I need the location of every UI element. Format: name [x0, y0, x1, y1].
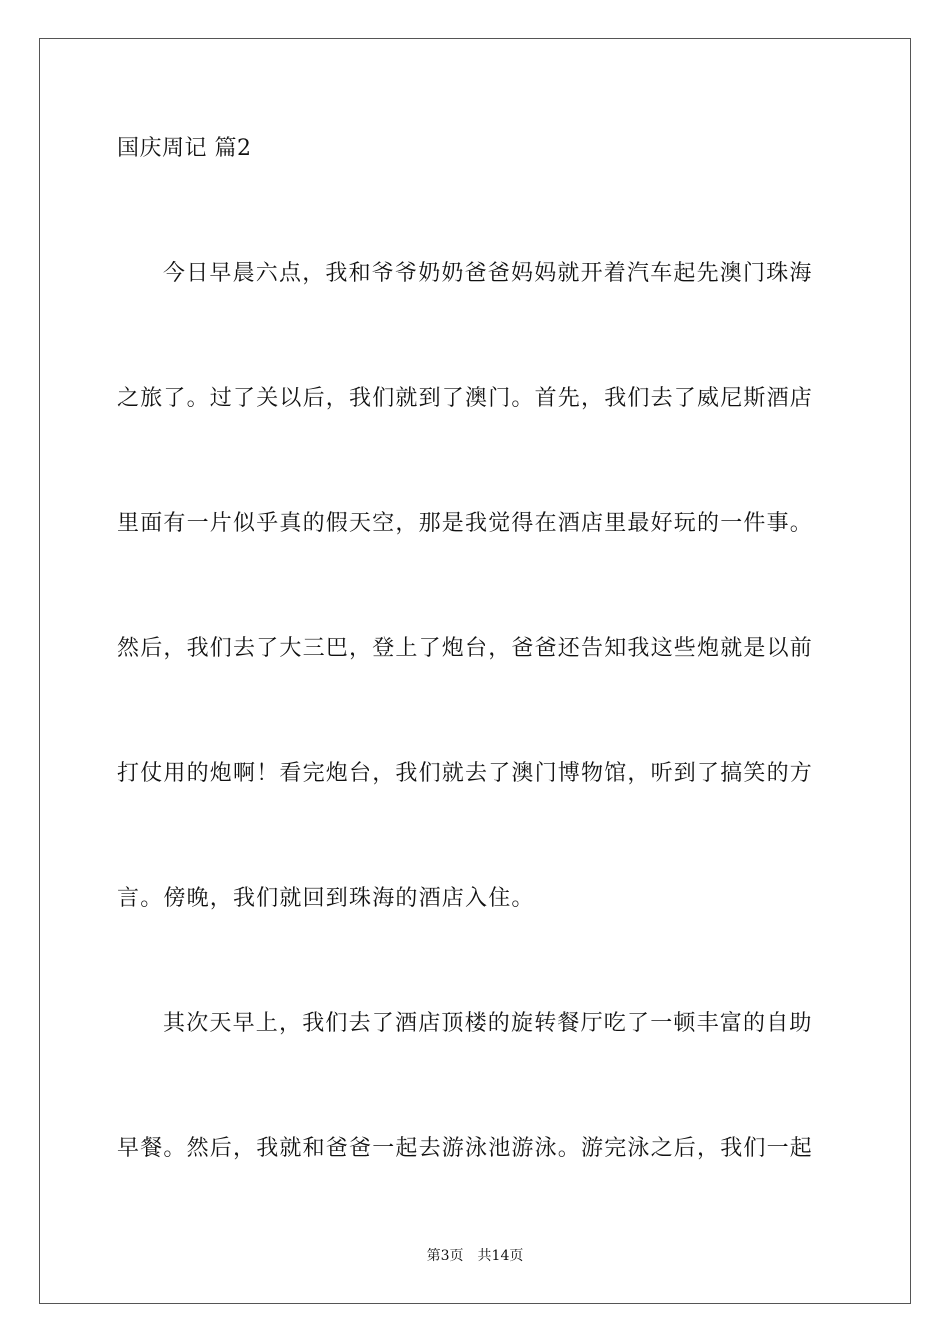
page-border [39, 38, 911, 1304]
paragraph-line-6: 言。傍晚，我们就回到珠海的酒店入住。 [117, 886, 535, 911]
paragraph-line-4: 然后，我们去了大三巴，登上了炮台，爸爸还告知我这些炮就是以前 [117, 636, 814, 661]
document-title: 国庆周记 篇2 [117, 136, 252, 161]
paragraph-line-3: 里面有一片似乎真的假天空，那是我觉得在酒店里最好玩的一件事。 [117, 511, 814, 536]
paragraph-line-2: 之旅了。过了关以后，我们就到了澳门。首先，我们去了威尼斯酒店 [117, 386, 814, 411]
total-pages: 共14页 [477, 1248, 524, 1264]
paragraph-line-8: 早餐。然后，我就和爸爸一起去游泳池游泳。游完泳之后，我们一起 [117, 1136, 814, 1161]
page-number: 第3页 [426, 1248, 464, 1264]
paragraph-line-5: 打仗用的炮啊！看完炮台，我们就去了澳门博物馆，听到了搞笑的方 [117, 761, 814, 786]
paragraph-line-1: 今日早晨六点，我和爷爷奶奶爸爸妈妈就开着汽车起先澳门珠海 [163, 261, 813, 286]
page-footer [0, 1246, 950, 1266]
paragraph-line-7: 其次天早上，我们去了酒店顶楼的旋转餐厅吃了一顿丰富的自助 [163, 1011, 813, 1036]
